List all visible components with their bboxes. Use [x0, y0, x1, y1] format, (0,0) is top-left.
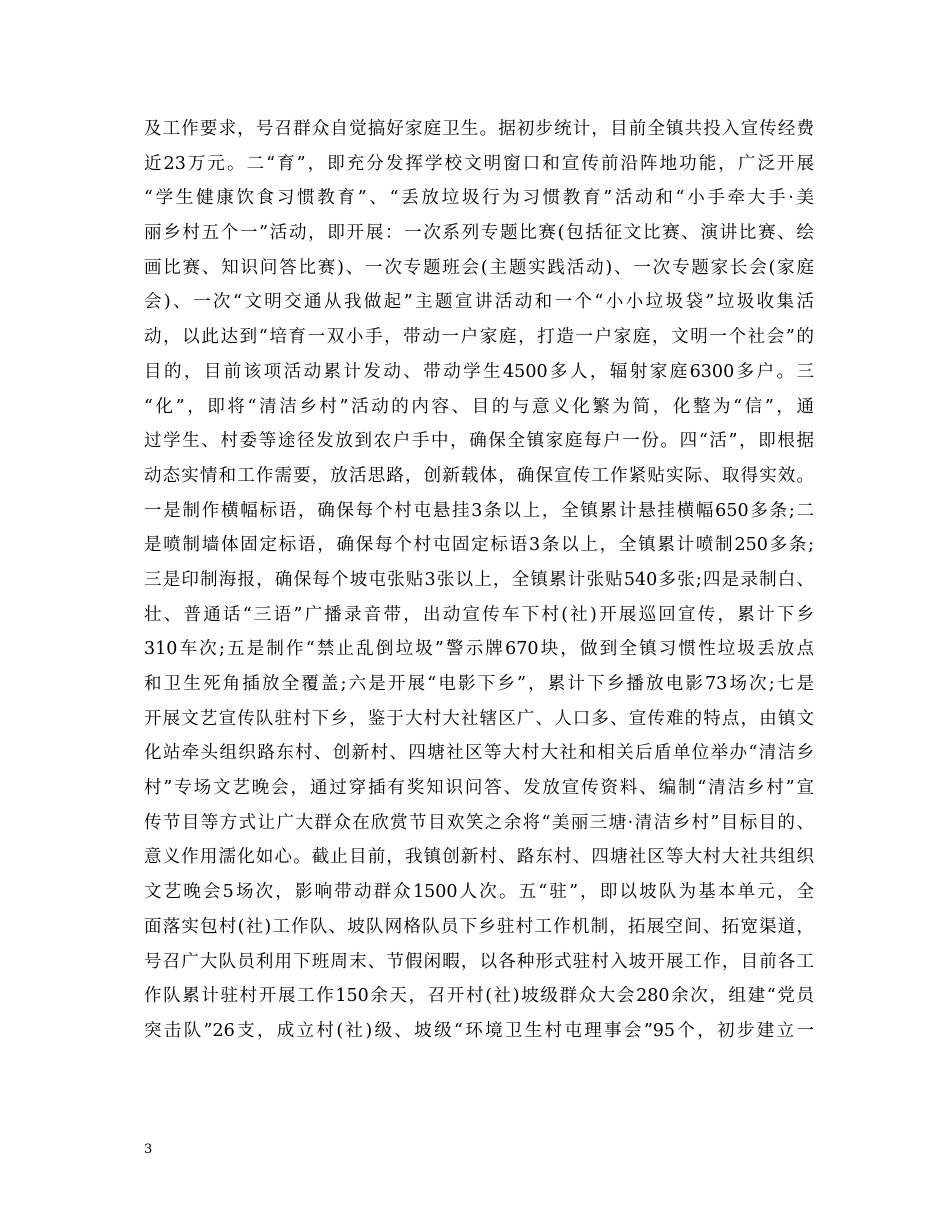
- page-number: 3: [144, 1142, 153, 1157]
- text-line: 传节目等方式让广大群众在欣赏节目欢笑之余将“美丽三塘·清洁乡村”目标目的、: [144, 812, 814, 833]
- text-line: 化站牵头组织路东村、创新村、四塘社区等大村大社和相关后盾单位举办“清洁乡: [144, 743, 814, 764]
- text-line: 过学生、村委等途径发放到农户手中，确保全镇家庭每户一份。四“活”，即根据: [144, 431, 814, 452]
- text-line: 一是制作横幅标语，确保每个村屯悬挂3条以上，全镇累计悬挂横幅650多条;二: [144, 500, 814, 521]
- text-line: 动态实情和工作需要，放活思路，创新载体，确保宣传工作紧贴实际、取得实效。: [144, 465, 814, 486]
- text-line: 意义作用濡化如心。截止目前，我镇创新村、路东村、四塘社区等大村大社共组织: [144, 847, 814, 868]
- text-line: “化”，即将“清洁乡村”活动的内容、目的与意义化繁为简，化整为“信”，通: [144, 396, 814, 417]
- text-line: 村”专场文艺晚会，通过穿插有奖知识问答、发放宣传资料、编制“清洁乡村”宣: [144, 778, 814, 799]
- text-line: 丽乡村五个一”活动，即开展：一次系列专题比赛(包括征文比赛、演讲比赛、绘: [144, 223, 814, 244]
- text-line: 动，以此达到“培育一双小手，带动一户家庭，打造一户家庭，文明一个社会”的: [144, 327, 814, 348]
- body-text: [144, 112, 814, 1049]
- text-line: 作队累计驻村开展工作150余天，召开村(社)坡级群众大会280余次，组建“党员: [144, 986, 814, 1007]
- text-line: 开展文艺宣传队驻村下乡，鉴于大村大社辖区广、人口多、宣传难的特点，由镇文: [144, 708, 814, 729]
- text-line: 壮、普通话“三语”广播录音带，出动宣传车下村(社)开展巡回宣传，累计下乡: [144, 604, 814, 625]
- text-line: 面落实包村(社)工作队、坡队网格队员下乡驻村工作机制，拓展空间、拓宽渠道，: [144, 916, 814, 937]
- text-line: 目的，目前该项活动累计发动、带动学生4500多人，辐射家庭6300多户。三: [144, 361, 814, 382]
- text-line: “学生健康饮食习惯教育”、“丢放垃圾行为习惯教育”活动和“小手牵大手·美: [144, 188, 814, 209]
- text-line: 310车次;五是制作“禁止乱倒垃圾”警示牌670块，做到全镇习惯性垃圾丢放点: [144, 639, 814, 660]
- text-line: 突击队”26支，成立村(社)级、坡级“环境卫生村屯理事会”95个，初步建立一: [144, 1020, 814, 1041]
- text-line: 号召广大队员利用下班周末、节假闲暇，以各种形式驻村入坡开展工作，目前各工: [144, 951, 814, 972]
- text-line: 是喷制墙体固定标语，确保每个村屯固定标语3条以上，全镇累计喷制250多条;: [144, 535, 814, 556]
- text-line: 近23万元。二“育”，即充分发挥学校文明窗口和宣传前沿阵地功能，广泛开展: [144, 153, 814, 174]
- text-line: 及工作要求，号召群众自觉搞好家庭卫生。据初步统计，目前全镇共投入宣传经费: [144, 119, 814, 139]
- text-line: 文艺晚会5场次，影响带动群众1500人次。五“驻”，即以坡队为基本单元，全: [144, 882, 814, 903]
- text-line: 三是印制海报，确保每个坡屯张贴3张以上，全镇累计张贴540多张;四是录制白、: [144, 569, 814, 590]
- text-line: 和卫生死角插放全覆盖;六是开展“电影下乡”，累计下乡播放电影73场次;七是: [144, 674, 814, 694]
- text-line: 会)、一次“文明交通从我做起”主题宣讲活动和一个“小小垃圾袋”垃圾收集活: [144, 292, 814, 313]
- text-line: 画比赛、知识问答比赛)、一次专题班会(主题实践活动)、一次专题家长会(家庭: [144, 257, 814, 278]
